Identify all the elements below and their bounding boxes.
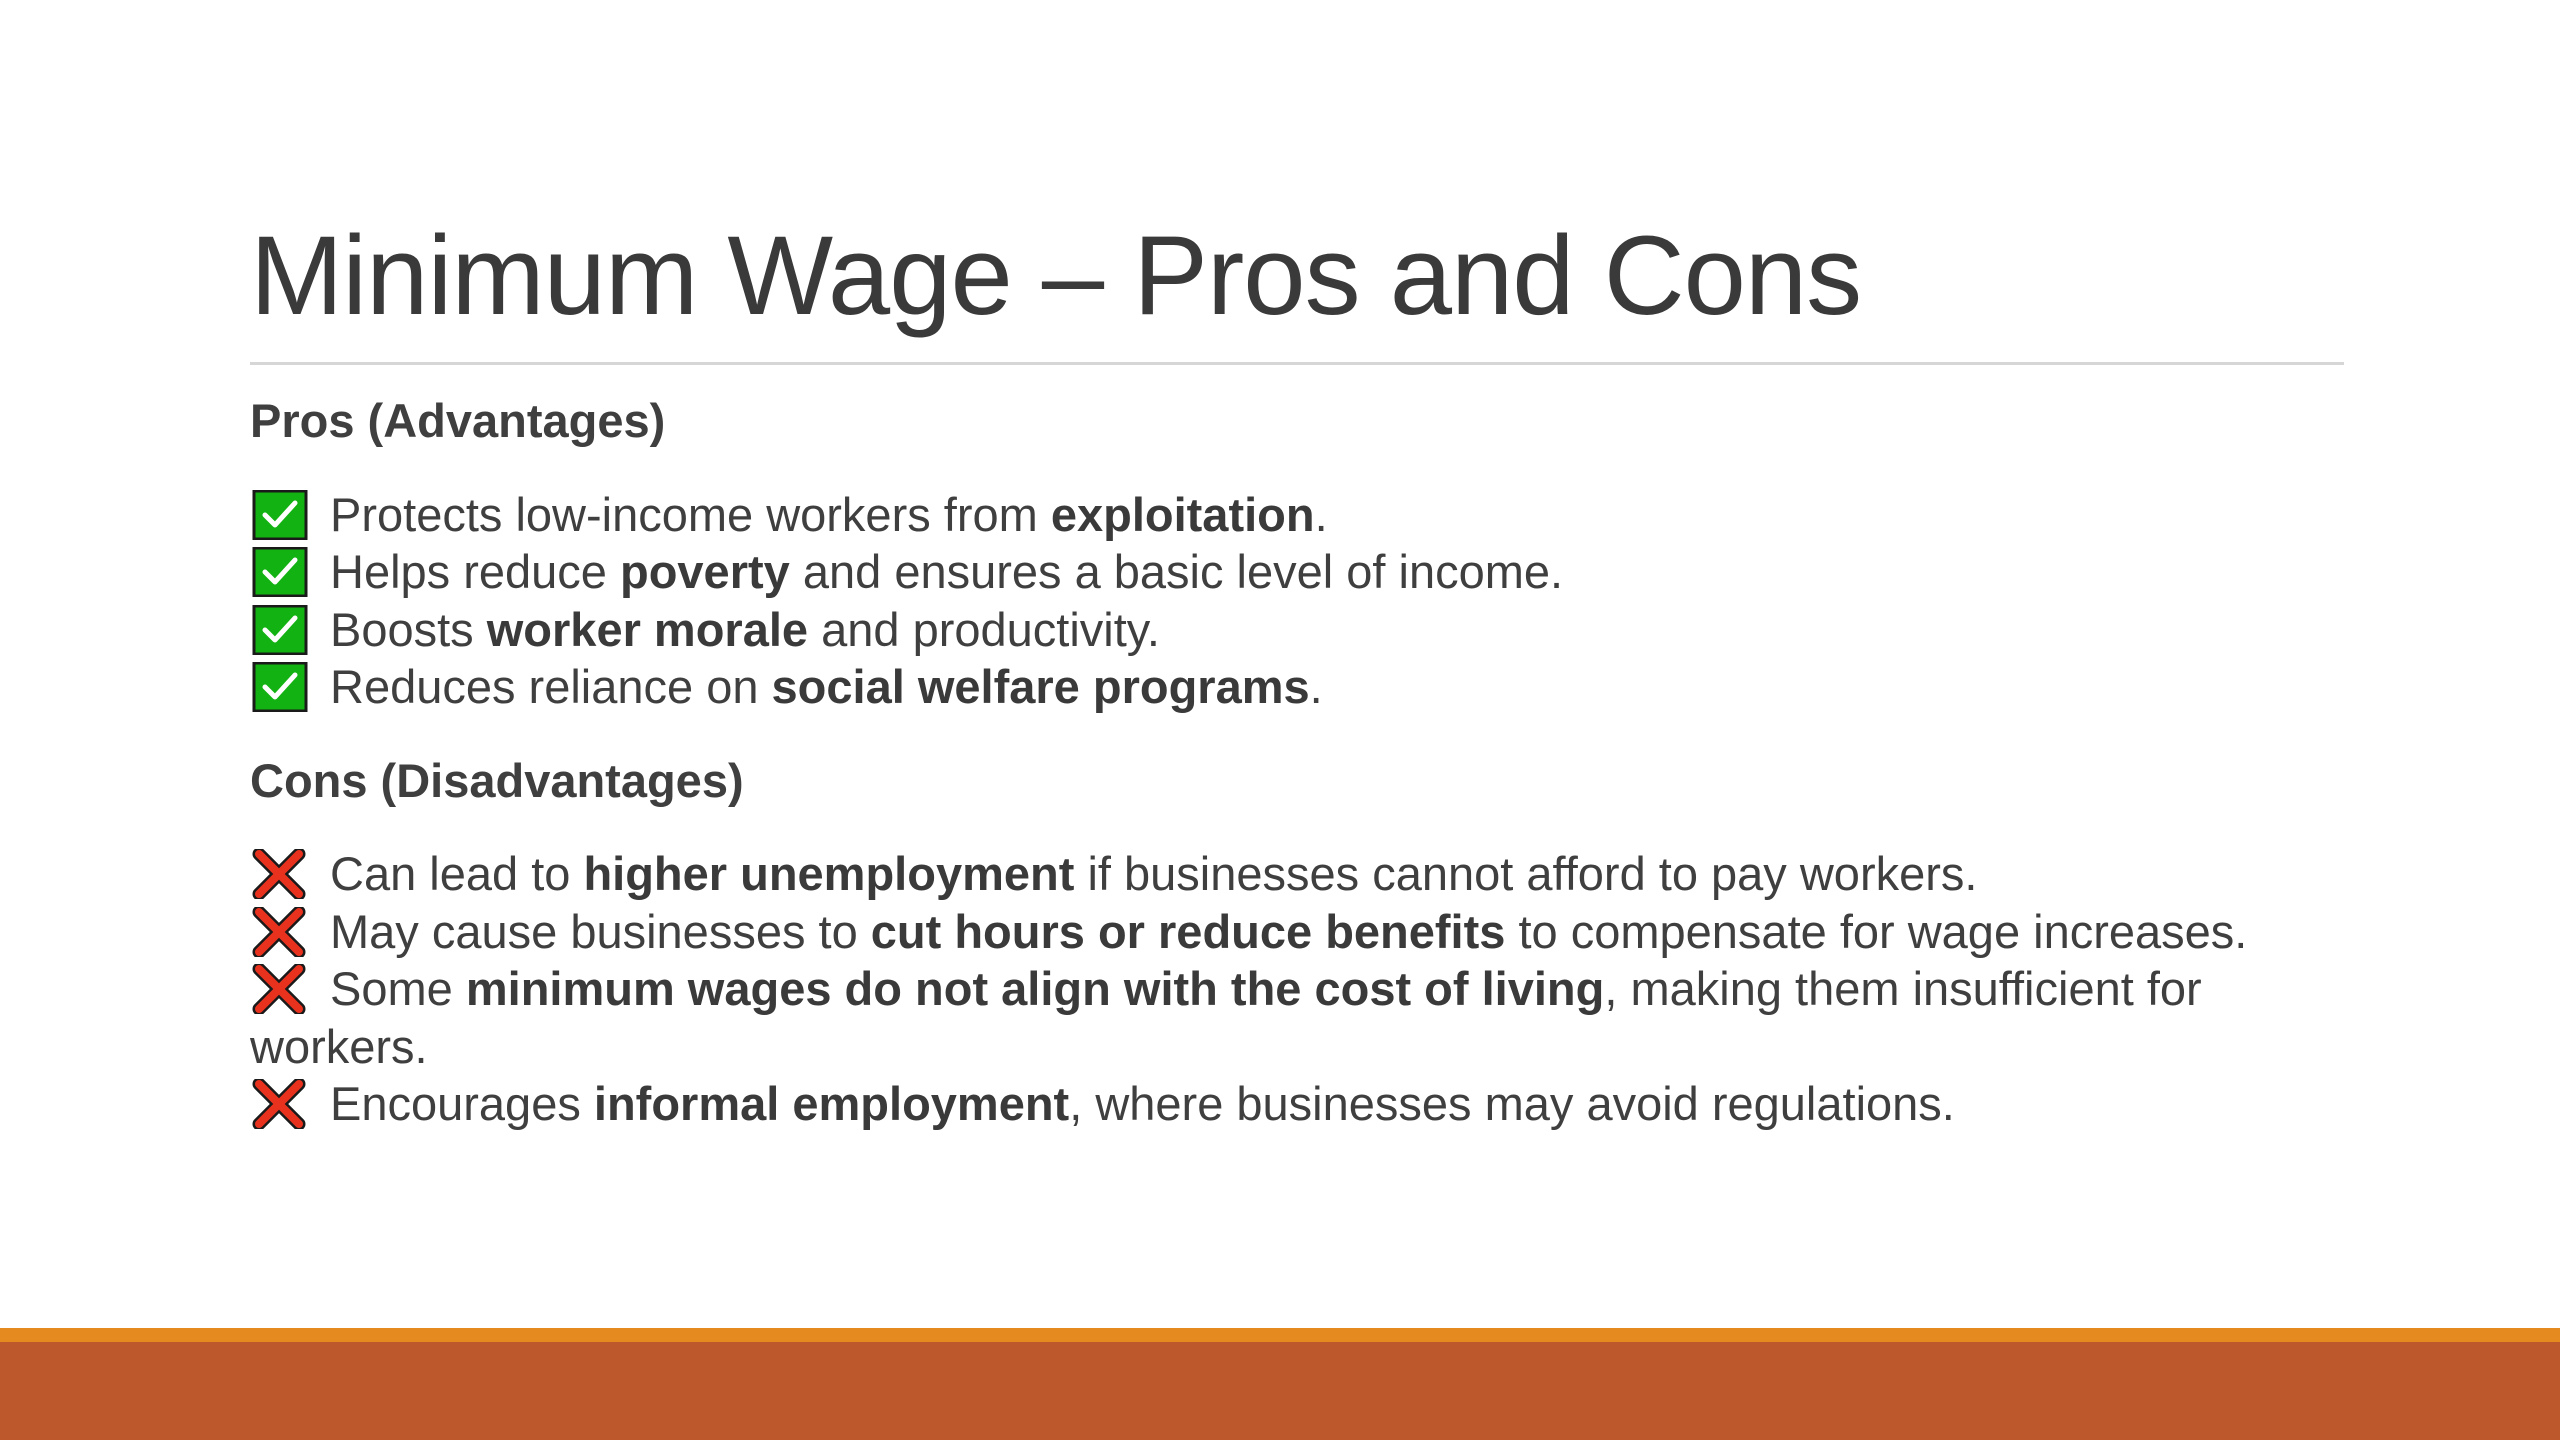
pros-item-text: and productivity. xyxy=(808,602,1160,656)
pros-item-keyword: social welfare programs xyxy=(771,660,1310,713)
cons-item-text: Encourages xyxy=(330,1077,594,1130)
cons-item xyxy=(250,903,2344,961)
cross-mark-icon xyxy=(250,907,308,957)
pros-item-text: . xyxy=(1314,487,1328,541)
pros-item-text: . xyxy=(1309,660,1323,713)
pros-item-keyword: exploitation xyxy=(1050,487,1315,541)
cons-item-text: if businesses cannot afford to pay workers. xyxy=(1074,847,1978,900)
cons-item xyxy=(250,960,2344,1075)
title-divider xyxy=(250,362,2344,365)
pros-item xyxy=(250,486,2344,544)
cons-item-text: , where businesses may avoid regulations. xyxy=(1069,1077,1955,1130)
spacer xyxy=(250,450,2344,486)
pros-item-text: Reduces reliance on xyxy=(330,660,772,713)
cons-item-text: Can lead to xyxy=(330,847,584,900)
footer-accent-stripe xyxy=(0,1328,2560,1342)
cons-heading: Cons (Disadvantages) xyxy=(250,753,744,807)
cross-mark-icon xyxy=(250,964,308,1014)
pros-item-keyword: worker morale xyxy=(486,602,809,656)
check-box-icon xyxy=(250,662,308,712)
cons-item-keyword: informal employment xyxy=(593,1077,1070,1130)
cons-item xyxy=(250,1075,2344,1133)
pros-item-text: Helps reduce xyxy=(330,545,620,598)
pros-item xyxy=(250,543,2344,601)
pros-item-text: and ensures a basic level of income. xyxy=(789,545,1564,598)
slide-content xyxy=(250,392,2344,1133)
footer-bar xyxy=(0,1342,2560,1440)
check-box-icon xyxy=(250,490,308,540)
cons-item-text: to compensate for wage increases. xyxy=(1505,904,2248,958)
cons-item-keyword: cut hours or reduce benefits xyxy=(870,904,1506,958)
cross-mark-icon xyxy=(250,1079,308,1129)
spacer xyxy=(250,809,2344,845)
slide-title: Minimum Wage – Pros and Cons xyxy=(250,213,1862,338)
spacer xyxy=(250,716,2344,752)
cross-mark-icon xyxy=(250,849,308,899)
cons-item xyxy=(250,845,2344,903)
cons-item-text: Some xyxy=(330,962,466,1015)
pros-item-text: Protects low-income workers from xyxy=(330,487,1051,541)
check-box-icon xyxy=(250,605,308,655)
cons-item-text: , making them insufficient for workers. xyxy=(250,962,2202,1073)
pros-item xyxy=(250,601,2344,659)
pros-item-keyword: poverty xyxy=(620,545,790,598)
check-box-icon xyxy=(250,547,308,597)
cons-item-keyword: higher unemployment xyxy=(583,847,1075,900)
cons-item-text: May cause businesses to xyxy=(330,904,871,958)
pros-item xyxy=(250,658,2344,716)
cons-item-keyword: minimum wages do not align with the cost of living xyxy=(465,962,1605,1015)
pros-item-text: Boosts xyxy=(330,602,487,656)
pros-heading: Pros (Advantages) xyxy=(250,394,666,447)
